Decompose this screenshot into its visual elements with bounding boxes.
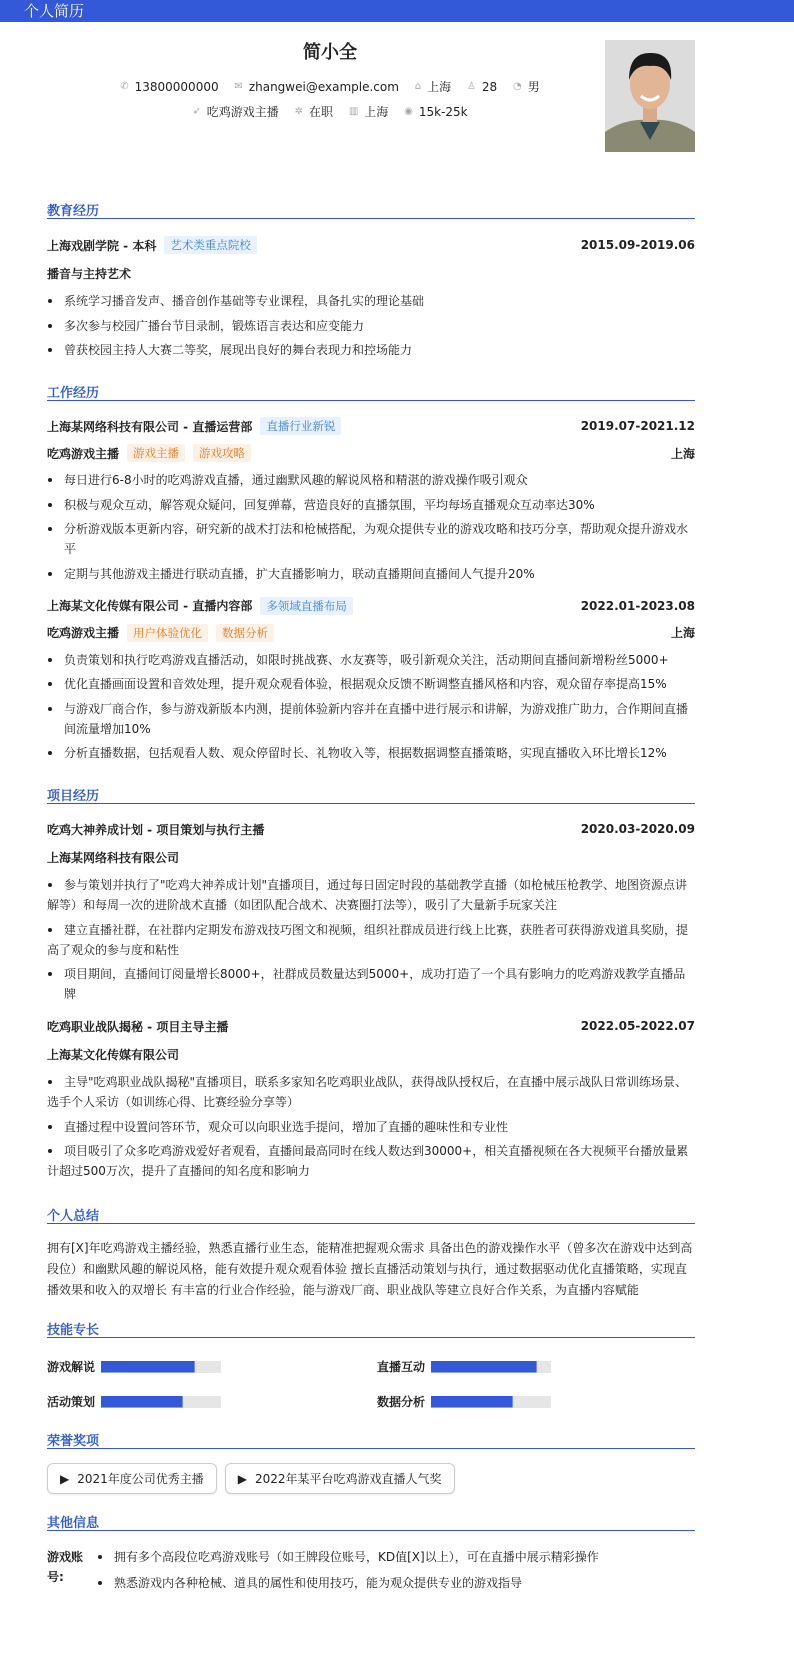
building-icon: ▥ bbox=[348, 106, 359, 117]
skill-bar bbox=[431, 1396, 551, 1408]
status: 在职 bbox=[308, 105, 333, 119]
job-intent-row bbox=[0, 103, 660, 120]
phone-icon: ✆ bbox=[120, 81, 129, 92]
avatar bbox=[605, 40, 695, 152]
section-title: 其他信息 bbox=[47, 1512, 695, 1531]
page-title: 个人简历 bbox=[24, 2, 85, 20]
summary-section bbox=[47, 1205, 695, 1301]
skill-item bbox=[47, 1358, 377, 1375]
gear-icon: ✲ bbox=[294, 106, 303, 117]
section-title: 技能专长 bbox=[47, 1319, 695, 1338]
role-row bbox=[47, 623, 695, 643]
company: 上海某网络科技有限公司 bbox=[47, 850, 180, 865]
phone: 13800000000 bbox=[134, 79, 219, 94]
role-tag: 数据分析 bbox=[216, 624, 274, 642]
company: 上海某文化传媒有限公司 bbox=[47, 1047, 180, 1062]
list-item: 拥有多个高段位吃鸡游戏账号（如王牌段位账号，KD值[X]以上），可在直播中展示精彩操作 bbox=[97, 1547, 599, 1567]
work-section bbox=[47, 382, 695, 763]
honor-label: 2021年度公司优秀主播 bbox=[77, 1472, 204, 1486]
list-item: 与游戏厂商合作，参与游戏新版本内测，提前体验新内容并在直播中进行展示和讲解，为游戏推广助力，合作期间直播间流量增加10% bbox=[47, 699, 695, 739]
date: 2015.09-2019.06 bbox=[580, 238, 695, 252]
project-company bbox=[47, 847, 695, 867]
skills-section bbox=[47, 1319, 695, 1410]
mail-icon: ✉ bbox=[234, 81, 243, 92]
list-item: 项目期间，直播间订阅量增长8000+，社群成员数量达到5000+，成功打造了一个具有影响力的吃鸡游戏教学直播品牌 bbox=[47, 964, 695, 1004]
other-section bbox=[47, 1512, 695, 1599]
gender: 男 bbox=[527, 80, 540, 94]
skill-name: 活动策划 bbox=[47, 1395, 96, 1409]
skill-bar bbox=[431, 1361, 551, 1373]
contact-row bbox=[0, 78, 660, 95]
list-item: 积极与观众互动，解答观众疑问，回复弹幕，营造良好的直播氛围，平均每场直播观众互动率达30% bbox=[47, 495, 695, 515]
date: 2022.05-2022.07 bbox=[580, 1019, 695, 1033]
school: 上海戏剧学院 - 本科 bbox=[47, 238, 157, 253]
role-row bbox=[47, 443, 695, 463]
gender-icon: ◔ bbox=[513, 81, 522, 92]
date: 2019.07-2021.12 bbox=[580, 419, 695, 433]
skill-bar bbox=[101, 1396, 221, 1408]
honor-label: 2022年某平台吃鸡游戏直播人气奖 bbox=[255, 1472, 442, 1486]
company: 上海某文化传媒有限公司 - 直播内容部 bbox=[47, 599, 253, 613]
school-tag: 艺术类重点院校 bbox=[164, 236, 257, 254]
section-title: 工作经历 bbox=[47, 382, 695, 401]
skill-bar-fill bbox=[431, 1396, 513, 1408]
skill-bar-fill bbox=[101, 1361, 195, 1373]
role: 吃鸡游戏主播 bbox=[47, 626, 120, 640]
candidate-name: 简小全 bbox=[303, 42, 357, 63]
send-icon: ➶ bbox=[192, 106, 201, 117]
role-tag: 游戏主播 bbox=[127, 444, 185, 462]
project-company bbox=[47, 1044, 695, 1064]
skill-bar-fill bbox=[101, 1396, 183, 1408]
section-title: 项目经历 bbox=[47, 785, 695, 804]
role-tag: 游戏攻略 bbox=[193, 444, 251, 462]
work-entry-header bbox=[47, 596, 695, 616]
date: 2020.03-2020.09 bbox=[580, 822, 695, 836]
project-header bbox=[47, 1016, 695, 1036]
skill-item bbox=[377, 1358, 707, 1375]
skill-item bbox=[47, 1393, 377, 1410]
project-header bbox=[47, 819, 695, 839]
projects-section bbox=[47, 785, 695, 1181]
skill-name: 游戏解说 bbox=[47, 1360, 96, 1374]
other-label: 游戏账号: bbox=[47, 1550, 84, 1584]
list-item: 曾获校园主持人大赛二等奖，展现出良好的舞台表现力和控场能力 bbox=[47, 340, 695, 360]
role-tag: 用户体验优化 bbox=[127, 624, 208, 642]
education-entry bbox=[47, 235, 695, 255]
list-item: 主导"吃鸡职业战队揭秘"直播项目，联系多家知名吃鸡职业战队，获得战队授权后，在直播中展示战队日常训练场景、选手个人采访（如训练心得、比赛经验分享等） bbox=[47, 1072, 695, 1112]
list-item: 负责策划和执行吃鸡游戏直播活动，如限时挑战赛、水友赛等，吸引新观众关注，活动期间直播间新增粉丝5000+ bbox=[47, 650, 695, 670]
skill-bar bbox=[101, 1361, 221, 1373]
list-item: 直播过程中设置问答环节，观众可以向职业选手提问，增加了直播的趣味性和专业性 bbox=[47, 1117, 695, 1137]
major bbox=[47, 263, 695, 283]
project-name: 吃鸡大神养成计划 - 项目策划与执行主播 bbox=[47, 822, 265, 837]
major-text: 播音与主持艺术 bbox=[47, 266, 132, 281]
section-title: 荣誉奖项 bbox=[47, 1430, 695, 1449]
age: 28 bbox=[481, 79, 498, 94]
position: 吃鸡游戏主播 bbox=[206, 105, 279, 119]
honor-item[interactable] bbox=[47, 1463, 217, 1494]
date: 2022.01-2023.08 bbox=[580, 598, 695, 613]
skill-bar-fill bbox=[431, 1361, 537, 1373]
cake-icon: ♙ bbox=[466, 81, 476, 92]
triangle-right-icon: ▶ bbox=[60, 1471, 70, 1486]
list-item: 优化直播画面设置和音效处理，提升观众观看体验，根据观众反馈不断调整直播风格和内容，观众留存率提高15% bbox=[47, 674, 695, 694]
section-title: 教育经历 bbox=[47, 200, 695, 219]
list-item: 熟悉游戏内各种枪械、道具的属性和使用技巧，能为观众提供专业的游戏指导 bbox=[97, 1573, 599, 1593]
summary-text: 拥有[X]年吃鸡游戏主播经验，熟悉直播行业生态，能精准把握观众需求 具备出色的游戏操作水平（曾多次在游戏中达到高段位）和幽默风趣的解说风格，能有效提升观众观看体验 擅长直播活动策划与执行，通过数据驱动优化直播策略，实现直播效果和收入的双增长 有丰富的行业合作经验，能与游戏厂商、职业战队等建立良好合作关系，为直播内容赋能 bbox=[47, 1241, 693, 1297]
list-item: 项目吸引了众多吃鸡游戏爱好者观看，直播间最高同时在线人数达到30000+，相关直播视频在各大视频平台播放量累计超过500万次，提升了直播间的知名度和影响力 bbox=[47, 1141, 695, 1181]
list-item: 参与策划并执行了"吃鸡大神养成计划"直播项目，通过每日固定时段的基础教学直播（如枪械压枪教学、地图资源点讲解等）和每周一次的进阶战术直播（如团队配合战术、决赛圈打法等），吸引了大量新手玩家关注 bbox=[47, 875, 695, 915]
list-item: 系统学习播音发声、播音创作基础等专业课程，具备扎实的理论基础 bbox=[47, 291, 695, 311]
list-item: 每日进行6-8小时的吃鸡游戏直播，通过幽默风趣的解说风格和精湛的游戏操作吸引观众 bbox=[47, 470, 695, 490]
honors-section bbox=[47, 1430, 695, 1494]
work-city: 上海 bbox=[670, 626, 695, 640]
honor-item[interactable] bbox=[225, 1463, 455, 1494]
list-item: 分析直播数据，包括观看人数、观众停留时长、礼物收入等，根据数据调整直播策略，实现直播收入环比增长12% bbox=[47, 743, 695, 763]
skill-name: 数据分析 bbox=[377, 1395, 426, 1409]
profile-header bbox=[0, 22, 794, 170]
role: 吃鸡游戏主播 bbox=[47, 446, 120, 461]
target-city: 上海 bbox=[364, 105, 389, 119]
email: zhangwei@example.com bbox=[248, 79, 399, 94]
company-tag: 直播行业新锐 bbox=[260, 417, 341, 435]
work-city: 上海 bbox=[670, 446, 695, 461]
page-header-bar bbox=[0, 0, 794, 22]
skill-name: 直播互动 bbox=[377, 1360, 426, 1374]
list-item: 建立直播社群，在社群内定期发布游戏技巧图文和视频，组织社群成员进行线上比赛，获胜者可获得游戏道具奖励，提高了观众的参与度和粘性 bbox=[47, 920, 695, 960]
project-name: 吃鸡职业战队揭秘 - 项目主导主播 bbox=[47, 1019, 229, 1034]
home-icon: ⌂ bbox=[414, 81, 422, 92]
list-item: 定期与其他游戏主播进行联动直播，扩大直播影响力，联动直播期间直播间人气提升20% bbox=[47, 564, 695, 584]
section-title: 个人总结 bbox=[47, 1205, 695, 1224]
coin-icon: ◉ bbox=[404, 106, 413, 117]
list-item: 多次参与校园广播台节目录制，锻炼语言表达和应变能力 bbox=[47, 316, 695, 336]
triangle-right-icon: ▶ bbox=[237, 1471, 248, 1486]
skill-item bbox=[377, 1393, 707, 1410]
list-item: 分析游戏版本更新内容，研究新的战术打法和枪械搭配，为观众提供专业的游戏攻略和技巧分享，帮助观众提升游戏水平 bbox=[47, 519, 695, 559]
company: 上海某网络科技有限公司 - 直播运营部 bbox=[47, 419, 253, 434]
education-section bbox=[47, 200, 695, 360]
salary: 15k-25k bbox=[418, 104, 468, 119]
work-entry-header bbox=[47, 416, 695, 436]
company-tag: 多领域直播布局 bbox=[260, 597, 353, 615]
city: 上海 bbox=[427, 80, 452, 94]
